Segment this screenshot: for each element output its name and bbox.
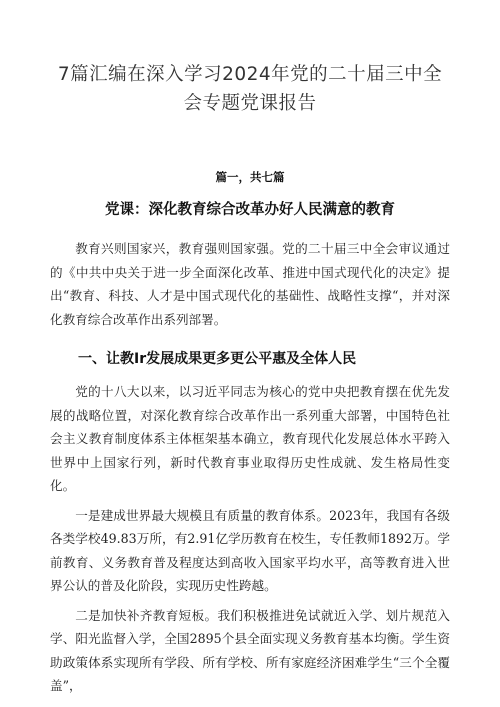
chapter-label: 篇一，共七篇 [215, 170, 285, 184]
body-paragraph-3: 二是加快补齐教育短板。我们积极推进免试就近入学、划片规范入学、阳光监督入学，全国2895个县全面实现义务教育基本均衡。学生资助政策体系实现所有学段、所有学校、所有家庭经济困难学生“三个全覆盖”， [50, 607, 450, 693]
intro-paragraph: 教育兴则国家兴，教育强则国家强。党的二十届三中全会审议通过的《中共中央关于进一步全面深化改革、推进中国式现代化的决定》提出“教育、科技、人才是中国式现代化的基础性、战略性支撑“，并对深化教育综合改革作出系列部署。 [50, 241, 450, 327]
body-paragraph-1: 党的十八大以来，以习近平同志为核心的党中央把教育摆在优先发展的战略位置，对深化教育综合改革作出一系列重大部署，中国特色社会主义教育制度体系主体框架基本确立，教育现代化发展总体水平跨入世界中上国家行列，新时代教育事业取得历史性成就、发生格局性变化。 [50, 384, 450, 493]
section-heading: 一、让教Ir发展成果更多更公平惠及全体人民 [78, 351, 357, 367]
body-paragraph-2: 一是建成世界最大规模且有质量的教育体系。2023年，我国有各级各类学校49.83万所，有2.91亿学历教育在校生，专任教师1892万。学前教育、义务教育普及程度达到高收入国家平均水平，高等教育进入世界公认的普及化阶段，实现历史性跨越。 [50, 507, 450, 593]
lecture-title: 党课：深化教育综合改革办好人民满意的教育 [105, 202, 395, 218]
document-title: 7篇汇编在深入学习2024年党的二十届三中全会专题党课报告 [57, 64, 443, 114]
